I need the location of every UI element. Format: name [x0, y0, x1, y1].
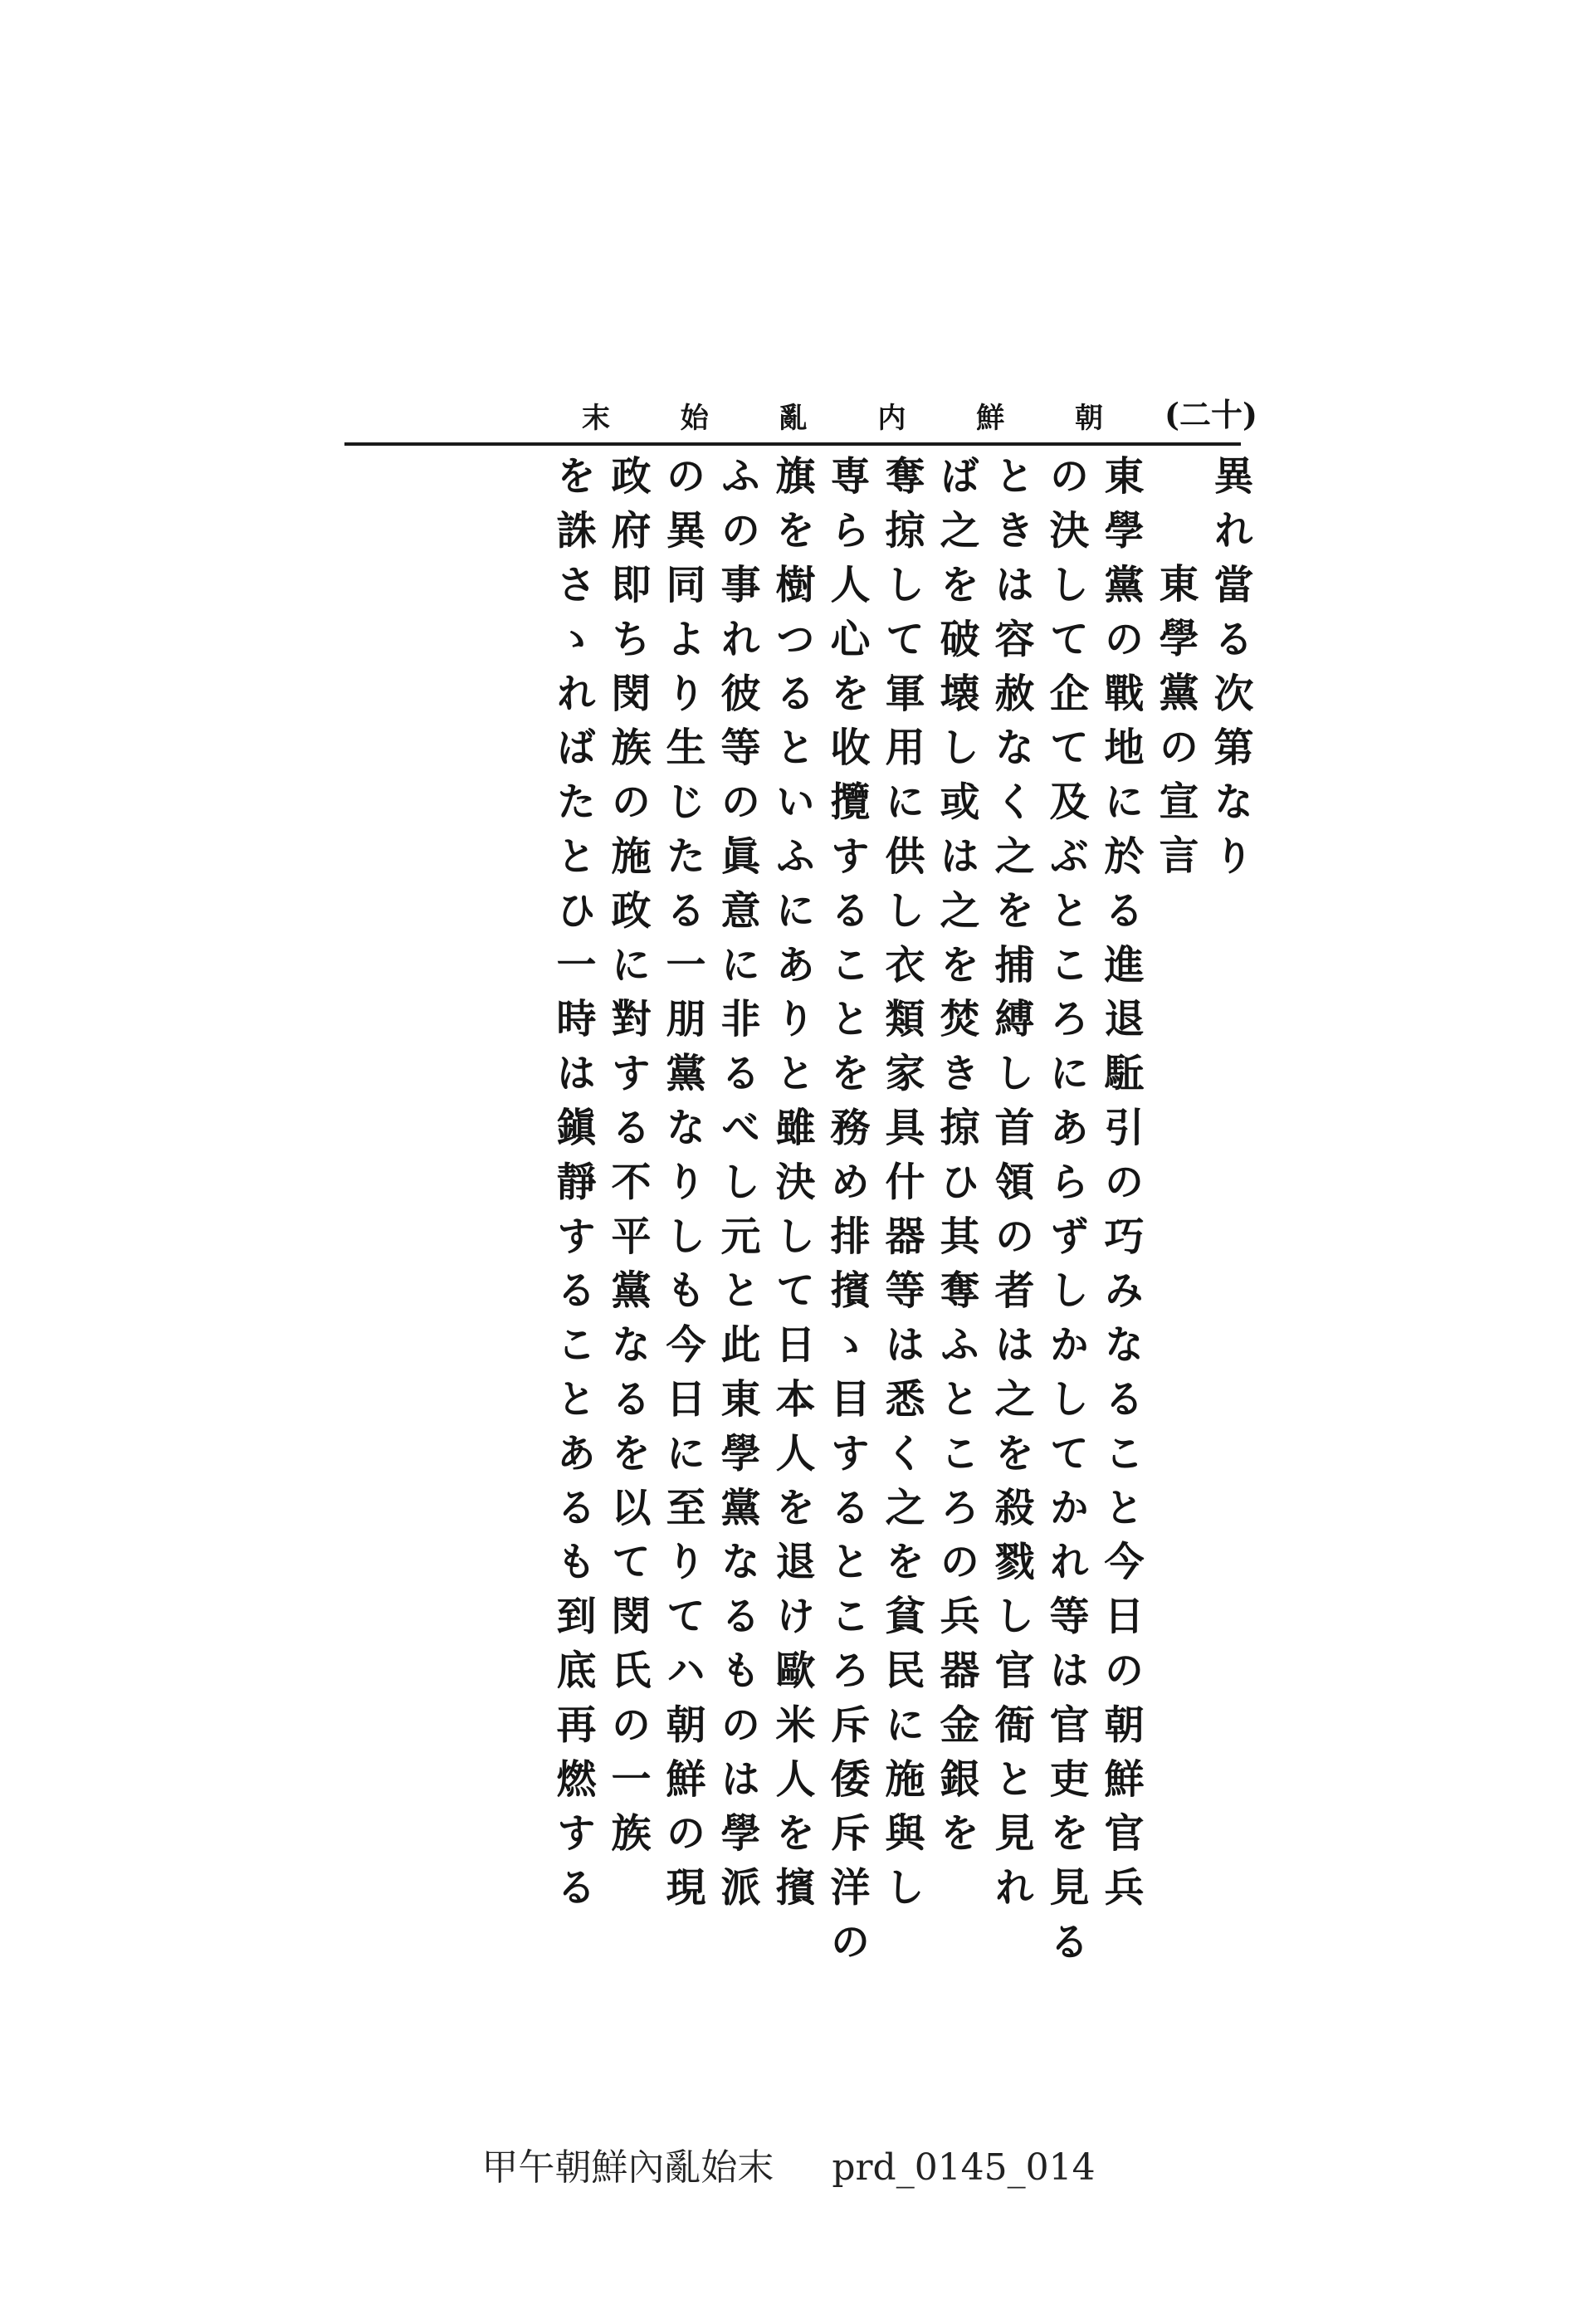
text-column: を誅さゝればたとひ一時は鎭靜することあるも到底再燃する	[549, 455, 596, 1921]
header-rule	[344, 442, 1241, 446]
text-column: 奪掠して軍用に供し衣類家具什器等は悉く之を貧民に施與し	[878, 455, 925, 1921]
caption-file-id: prd_0145_014	[832, 2146, 1096, 2189]
header-title-char: 末	[582, 401, 610, 435]
text-column: の決して企て及ぶところにあらずしかしてかれ等は官吏を見る	[1042, 455, 1089, 1975]
header-title-char: 内	[877, 401, 906, 435]
text-column: の異同より生じたる一朋黨なりしも今日に至りてハ朝鮮の現	[659, 455, 706, 1921]
header-title	[577, 390, 1108, 440]
text-column: 旗を樹つるといふにありと雖決して日本人を退け歐米人を擯	[769, 455, 815, 1921]
vertical-body-text	[328, 455, 1257, 1975]
text-column: ふの事れ彼等の眞意に非るべし元と此東學黨なるものは學派	[714, 455, 760, 1921]
header-title-char: 鮮	[976, 401, 1005, 435]
text-column: 専ら人心を收攬することを務め排擯ゝ目するところ斥倭斥洋の	[823, 455, 870, 1975]
text-column: 東學黨の戰地に於る進退駈引の巧みなること今日の朝鮮官兵	[1097, 455, 1144, 1921]
text-column: ときは容赦なく之を捕縛し首領の者は之を殺戮し官衙と見れ	[988, 455, 1034, 1921]
text-column: ば之を破壊し或は之を焚き掠ひ其奪ふところの兵器金銀を	[933, 455, 979, 1867]
header-title-char: 始	[680, 401, 709, 435]
text-column: 政府即ち閔族の施政に對する不平黨なるを以て閔氏の一族	[604, 455, 651, 1867]
page-number: (二十)	[1164, 396, 1257, 433]
text-column: 異れ當る次第なり	[1207, 455, 1253, 890]
header-title-char: 亂	[779, 401, 808, 435]
header-title-char: 朝	[1074, 401, 1103, 435]
image-caption	[0, 2137, 1577, 2190]
section-heading: 東學黨の宣言	[1152, 563, 1199, 889]
caption-book-title: 甲午朝鮮內亂始末	[481, 2146, 774, 2189]
running-header	[336, 390, 1257, 440]
